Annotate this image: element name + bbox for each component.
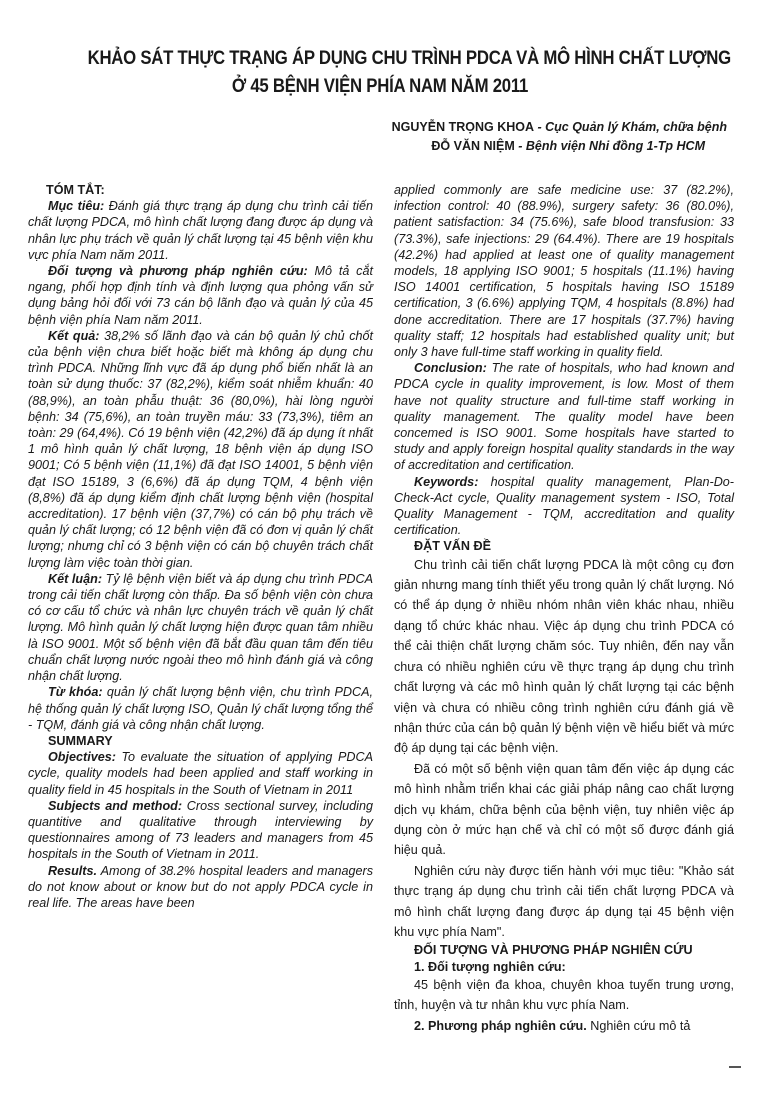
results-en-paragraph bbox=[28, 863, 373, 912]
summary-heading: SUMMARY bbox=[48, 733, 113, 748]
introduction-heading: ĐẶT VẤN ĐỀ bbox=[414, 539, 491, 554]
subsection-1-text: 45 bệnh viện đa khoa, chuyên khoa tuyến trung ương, tỉnh, huyện và tư nhân khu vực phía Nam. bbox=[394, 977, 734, 1013]
author-name: NGUYỄN TRỌNG KHOA bbox=[391, 120, 535, 134]
abstract-heading: TÓM TẮT: bbox=[46, 183, 105, 197]
author-line-1 bbox=[247, 118, 727, 137]
introduction-paragraph-1: Chu trình cải tiến chất lượng PDCA là một công cụ đơn giản nhưng mang tính thiết yếu trong quản lý chất lượng. Nó có thể áp dụng ở nhiều nhóm nhân viên khác nhau, nhiều dạng tổ chức khác nhau. Việc áp dụng chu trình PDCA có thể cải thiện chất lượng chăm sóc. Tuy nhiên, đến nay vẫn chưa có nhiều nghiên cứu về thực trạng áp dụng chu trình chất lượng và các mô hình quản lý chất lượng tại các bệnh viện và chưa có nhiều công trình nghiên cứu đánh giá về nhận thức của cán bộ quản lý bệnh viện về hiểu biết và mức độ áp dụng tại các bệnh viện. bbox=[394, 557, 734, 756]
conclusion-en-label: Conclusion: bbox=[414, 361, 487, 376]
author-name: ĐỖ VĂN NIỆM bbox=[431, 139, 515, 153]
results-label: Kết quả: bbox=[48, 328, 100, 343]
author-affiliation: - Cục Quản lý Khám, chữa bệnh bbox=[534, 120, 727, 134]
subsection-1-heading: 1. Đối tượng nghiên cứu: bbox=[414, 959, 566, 974]
right-column bbox=[394, 182, 734, 1036]
subsection-2-paragraph bbox=[394, 1016, 734, 1036]
keywords-vn-label: Từ khóa: bbox=[48, 685, 103, 700]
conclusion-paragraph bbox=[28, 571, 373, 684]
subjects-paragraph bbox=[28, 798, 373, 863]
keywords-en-paragraph bbox=[394, 474, 734, 539]
objective-text: Đánh giá thực trạng áp dụng chu trình cải tiến chất lượng PDCA, mô hình chất lượng đang được áp dụng và nhân lực phụ trách về quản lý chất lượng tại 45 bệnh viện khu vực phía Nam năm 2011. bbox=[28, 199, 373, 262]
author-line-2 bbox=[247, 137, 727, 156]
objective-label: Mục tiêu: bbox=[48, 199, 105, 214]
objectives-label: Objectives: bbox=[48, 750, 116, 765]
method-text: Mô tả cắt ngang, phối hợp định tính và định lượng qua phỏng vấn sử dụng bảng hỏi đối với 73 cán bộ lãnh đạo và quản lý của 45 bệnh viện phía Nam năm 2011. bbox=[28, 264, 373, 327]
introduction-paragraph-2: Đã có một số bệnh viện quan tâm đến việc áp dụng các mô hình nhằm triển khai các giải pháp nâng cao chất lượng dịch vụ khám, chữa bệnh của bệnh viện, tuy nhiên việc áp dụng còn ở mức hạn chế và chỉ có một số được đánh giá hiệu quả. bbox=[394, 761, 734, 858]
objectives-text: To evaluate the situation of applying PDCA cycle, quality models had been applied and staff working in quality field in 45 hospitals in the South of Vietnam in 2011 bbox=[28, 750, 373, 797]
introduction-paragraph-3: Nghiên cứu này được tiến hành với mục tiêu: "Khảo sát thực trạng áp dụng chu trình cải tiến chất lượng PDCA và mô hình chất lượng đang được áp dụng tại 45 bệnh viện khu vực phía Nam". bbox=[394, 863, 734, 939]
subsection-2-text: Nghiên cứu mô tả bbox=[586, 1018, 691, 1033]
results-text: 38,2% số lãnh đạo và cán bộ quản lý chủ chốt của bệnh viện chưa biết hoặc biết mà không áp dụng chu trình PDCA. Những lĩnh vực đã áp dụng phổ biến nhất là an toàn sử dụng thuốc: 37 (82,2%), kiểm soát nhiễm khuẩn: 40 (88,9%), an toàn phẫu thuật: 36 (80,0%), hài lòng người bệnh: 34 (75,6%), an toàn truyền máu: 33 (73,3%), tiêm an toàn: 29 (64,4%). Có 19 bệnh viện (42,2%) đã áp dụng ít nhất 1 mô hình quản lý chất lượng, 18 bệnh viện áp dụng ISO 9001; Có 5 bệnh viện (11,1%) đã đạt ISO 14001, 5 bệnh viện đạt ISO 15189, 3 (6,6%) đã áp dụng TQM, 4 bệnh viện (8,8%) đã áp dụng kiểm định chất lượng bệnh viện (hospital accreditation). 17 bệnh viện (37,7%) có cán bộ phụ trách về quản lý chất lượng; có 12 bệnh viện đã có đơn vị quản lý chất lượng; nhưng chỉ có 3 bệnh viện có cán bộ chuyên trách chất lượng làm việc toàn thời gian. bbox=[28, 328, 374, 570]
keywords-en-label: Keywords: bbox=[414, 474, 479, 489]
results-en-text: Among of 38.2% hospital leaders and managers do not know about or know but do not apply PDCA cycle in real life. The areas have been bbox=[28, 863, 373, 910]
paper-title bbox=[87, 44, 731, 100]
subjects-label: Subjects and method: bbox=[48, 798, 183, 813]
title-line-1: KHẢO SÁT THỰC TRẠNG ÁP DỤNG CHU TRÌNH PDCA VÀ MÔ HÌNH CHẤT LƯỢNG bbox=[87, 47, 731, 69]
results-en-label: Results. bbox=[48, 863, 97, 878]
conclusion-en-paragraph bbox=[394, 360, 734, 473]
method-label: Đối tượng và phương pháp nghiên cứu: bbox=[48, 264, 308, 279]
objective-paragraph bbox=[28, 198, 373, 263]
page-mark bbox=[729, 1066, 741, 1068]
conclusion-label: Kết luận: bbox=[48, 571, 103, 586]
objectives-paragraph bbox=[28, 749, 373, 798]
results-en-continued: applied commonly are safe medicine use: 37 (82.2%), infection control: 40 (88.9%), surgery safety: 36 (80.0%), patient satisfaction: 34 (75.6%), safe blood transfusion: 33 (73.3%), safe injections: 29 (64.4%). There are 19 hospitals (42.2%) had applied at least one of quality management models, 18 applying ISO 9001; 5 hospitals (11.1%) having ISO 14001 certification, 5 hospitals having ISO 15189 certification, 3 (6.6%) applying TQM, 4 hospitals (8.8%) had done accreditation. There are 17 hospitals (37.7%) having quality staff; 12 hospitals had established quality unit; but only 3 have full-time staff working in quality field. bbox=[394, 183, 734, 360]
keywords-vn-paragraph bbox=[28, 684, 373, 733]
results-paragraph bbox=[28, 328, 373, 571]
keywords-vn-text: quản lý chất lượng bệnh viện, chu trình PDCA, hệ thống quản lý chất lượng ISO, Quản lý chất lượng tổng thể - TQM, đánh giá và công nhận chất lượng. bbox=[28, 685, 373, 732]
title-line-2: Ở 45 BỆNH VIỆN PHÍA NAM NĂM 2011 bbox=[231, 75, 529, 97]
author-block bbox=[247, 118, 727, 156]
method-paragraph bbox=[28, 263, 373, 328]
keywords-en-text: hospital quality management, Plan-Do-Check-Act cycle, Quality management system - ISO, Total Quality Management - TQM, accreditation and quality certification. bbox=[394, 474, 734, 538]
methods-heading: ĐỐI TƯỢNG VÀ PHƯƠNG PHÁP NGHIÊN CỨU bbox=[414, 943, 693, 958]
conclusion-text: Tỷ lệ bệnh viện biết và áp dụng chu trình PDCA trong cải tiến chất lượng còn thấp. Đa số bệnh viện còn chưa có cơ cấu tổ chức và nhân lực chuyên trách về quản lý chất lượng. Mô hình quản lý chất lượng hiện được quan tâm nhiều là ISO 9001. Một số bệnh viện đã bắt đầu quan tâm đến tiêu chuẩn chất lượng nước ngoài theo mô hình đánh giá và công nhận chất lượng. bbox=[28, 571, 374, 684]
subsection-2-heading: 2. Phương pháp nghiên cứu. bbox=[414, 1018, 587, 1033]
conclusion-en-text: The rate of hospitals, who had known and PDCA cycle in quality improvement, is low. Most of them have not quality structure and full-time staff working in quality management. The quality model have been concemed is ISO 9001. Some hospitals have started to study and apply foreign hospital quality standards in the way of accreditation and certification. bbox=[394, 361, 734, 473]
subjects-text: Cross sectional survey, including quantitive and qualitative through interviewing by questionnaires among of 73 leaders and managers from 45 hospitals in the South of Vietnam in 2011. bbox=[28, 798, 373, 862]
author-affiliation: - Bệnh viện Nhi đồng 1-Tp HCM bbox=[514, 139, 705, 153]
left-column bbox=[28, 182, 373, 911]
